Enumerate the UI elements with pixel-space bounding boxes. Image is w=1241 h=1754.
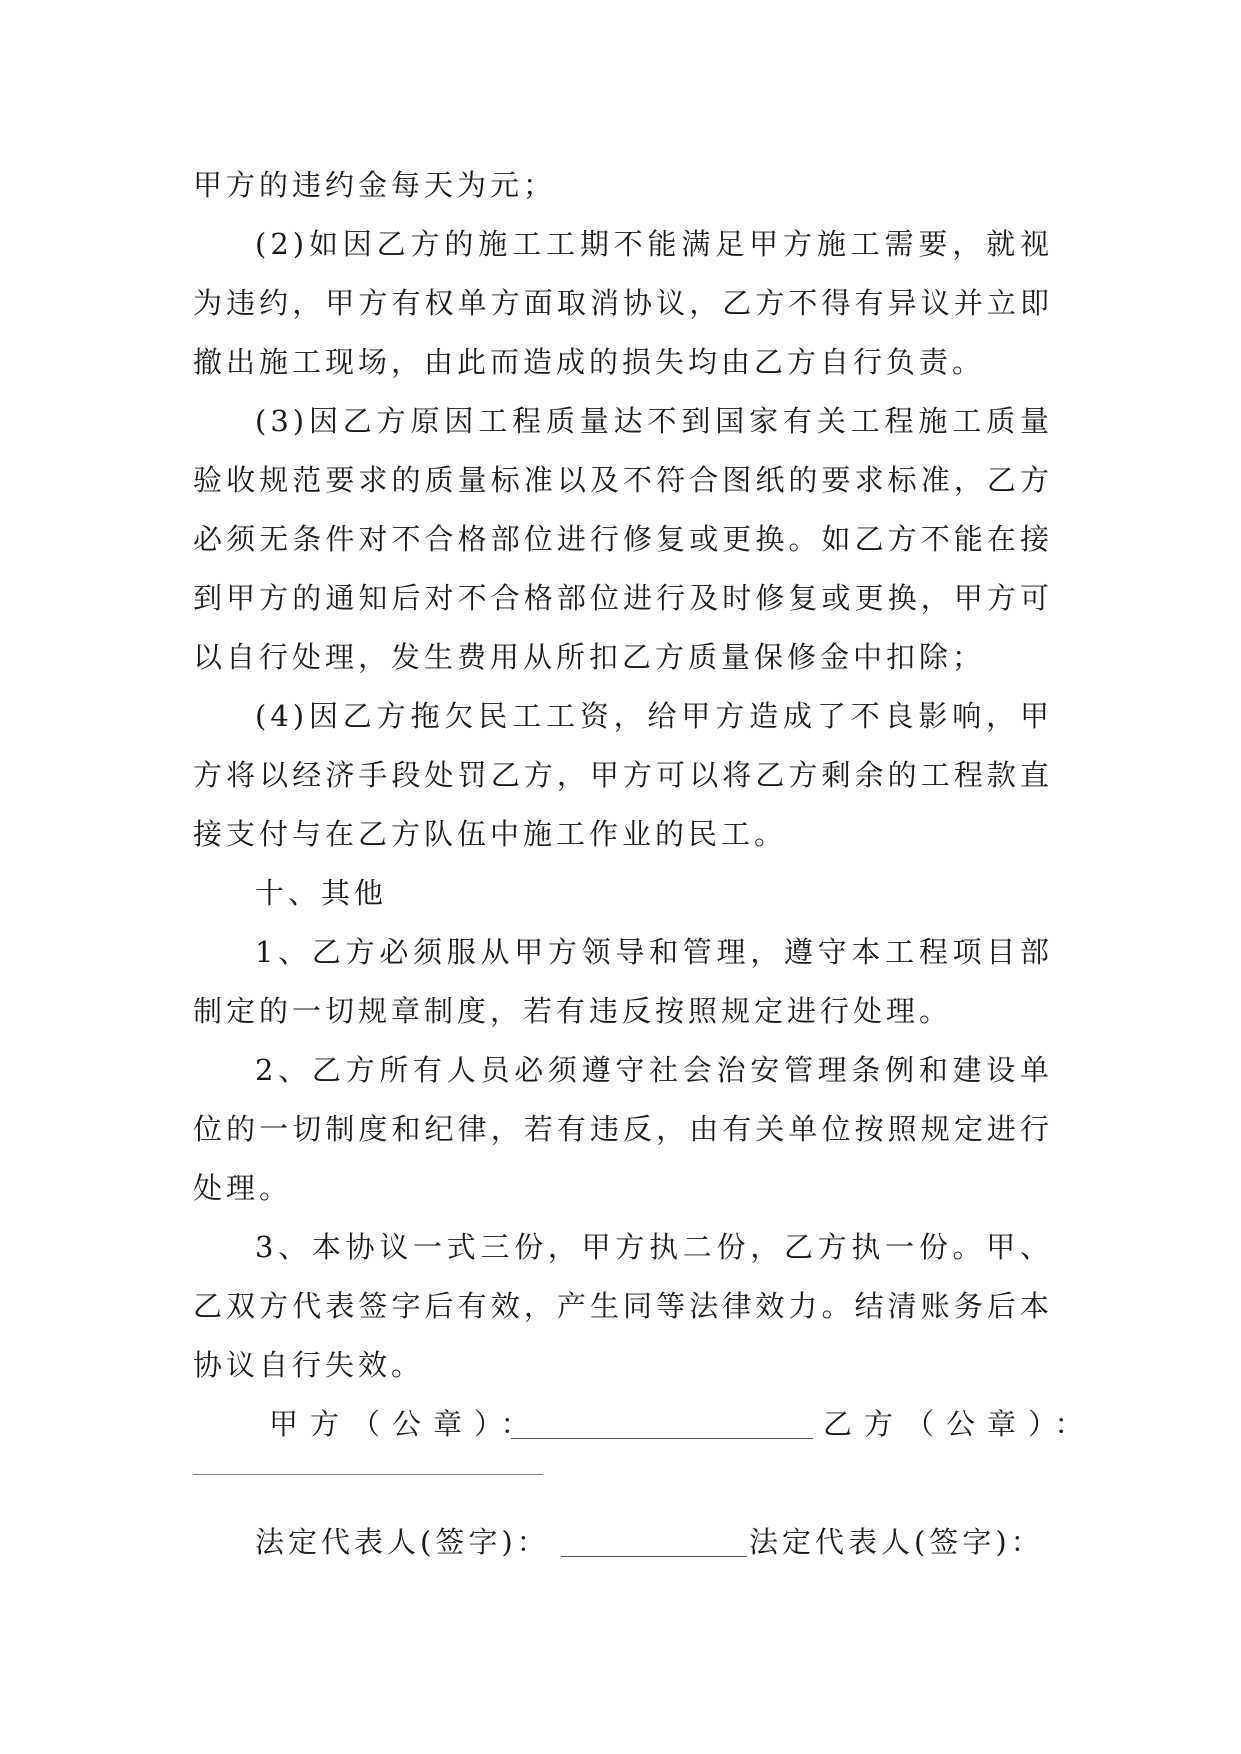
representative-signature-row	[193, 1513, 1053, 1572]
paragraph-other-2: 2、乙方所有人员必须遵守社会治安管理条例和建设单位的一切制度和纪律，若有违反，由有关单位按照规定进行处理。	[193, 1053, 1053, 1205]
seal-signature-row	[193, 1395, 1096, 1454]
party-b-seal-label: 乙方（公章）：	[823, 1407, 1096, 1441]
party-a-seal-blank	[511, 1438, 813, 1439]
paragraph-other-3: 3、本协议一式三份，甲方执二份，乙方执一份。甲、乙双方代表签字后有效，产生同等法律效力。结清账务后本协议自行失效。	[193, 1230, 1053, 1382]
paragraph-other-1: 1、乙方必须服从甲方领导和管理，遵守本工程项目部制定的一切规章制度，若有违反按照规定进行处理。	[193, 935, 1053, 1028]
party-a-rep-blank	[561, 1556, 747, 1557]
document-body	[193, 156, 1096, 1572]
section-heading-other: 十、其他	[255, 876, 388, 910]
party-a-seal-label: 甲方（公章）：	[269, 1407, 542, 1441]
paragraph-clause-3: (3)因乙方原因工程质量达不到国家有关工程施工质量验收规范要求的质量标准以及不符合图纸的要求标准，乙方必须无条件对不合格部位进行修复或更换。如乙方不能在接到甲方的通知后对不合格部位进行及时修复或更换，甲方可以自行处理，发生费用从所扣乙方质量保修金中扣除；	[193, 404, 1053, 674]
party-b-seal-blank-row	[193, 1454, 1053, 1513]
party-b-rep-label: 法定代表人(签字)：	[749, 1525, 1044, 1559]
paragraph-clause-2: (2)如因乙方的施工工期不能满足甲方施工需要，就视为违约，甲方有权单方面取消协议，乙方不得有异议并立即撤出施工现场，由此而造成的损失均由乙方自行负责。	[193, 227, 1053, 379]
party-b-seal-blank	[193, 1474, 543, 1475]
paragraph-clause-4: (4)因乙方拖欠民工工资，给甲方造成了不良影响，甲方将以经济手段处罚乙方，甲方可以将乙方剩余的工程款直接支付与在乙方队伍中施工作业的民工。	[193, 699, 1053, 851]
party-a-rep-label: 法定代表人(签字)：	[255, 1525, 550, 1559]
paragraph-penalty-continuation: 甲方的违约金每天为元；	[193, 168, 557, 202]
